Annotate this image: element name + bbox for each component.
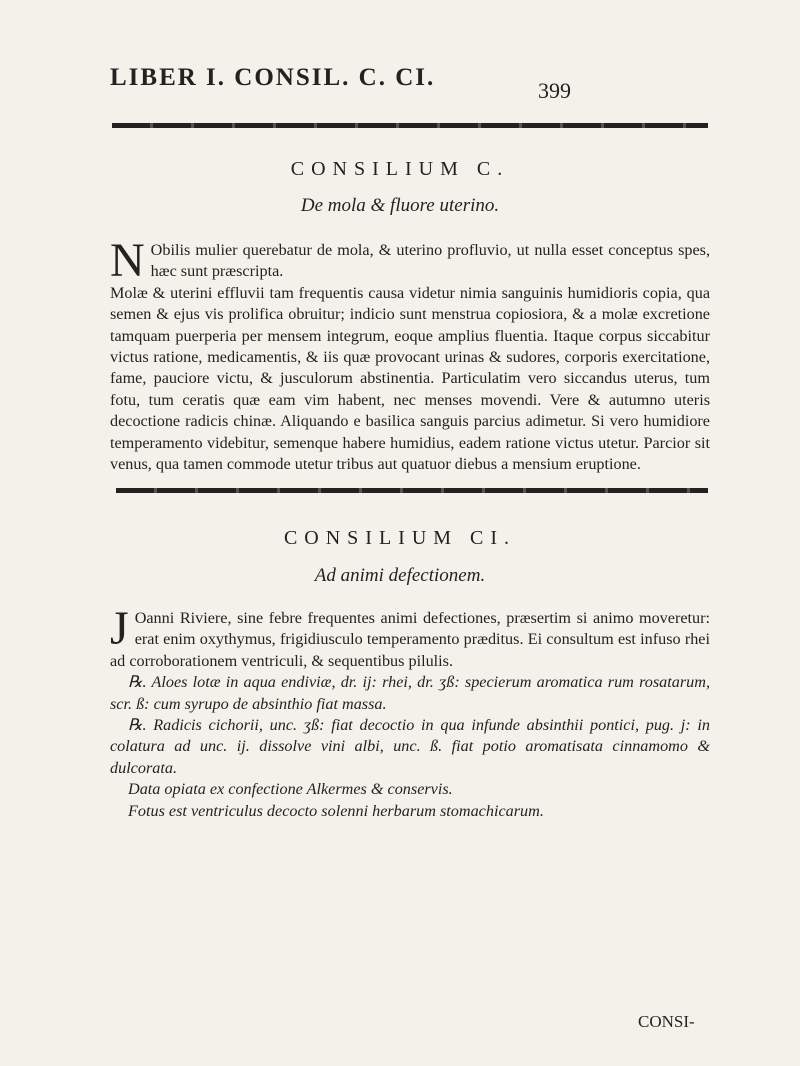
consilium-ci-body (110, 602, 710, 822)
consilium-c-paragraph-2 (110, 283, 710, 476)
consilium-c-body (110, 234, 710, 475)
dropcap-j: J (110, 602, 129, 655)
consilium-c-text-2: Molæ & uterini effluvii tam frequentis causa videtur nimia sanguinis humidioris copia, qua semen & ejus vis prolifica obruitur; indicio sunt menstrua copiosiora, & a molæ excretione tamquam puerperia per mensem integrum, eoque amplius fluentia. Itaque corpus siccabitur victus ratione, medicamentis, & iis quæ provocant urinas & sudores, corporis exercitatione, fame, pauciore victu, & jusculorum abstinentia. Particulatim vero siccandus uterus, tum fotu, tum ceratis quæ eam vim habent, nec menses movendi. Vere & autumno uteris decoctione radicis chinæ. Aliquando e basilica sanguis parcius adimetur. Si vero humidiore temperamento videbitur, semenque habere humidius, eadem ratione victus utetur. Parcior sit venus, qua tamen commode utetur tribus aut quatuor diebus a mensium eruptione. (110, 283, 710, 474)
consilium-c-heading: CONSILIUM C. (290, 158, 510, 180)
ornamental-rule-middle (116, 488, 708, 493)
running-title: LIBER I. CONSIL. C. CI. (110, 64, 436, 91)
prescription-2: ℞. Radicis cichorii, unc. ʒß: fiat decoctio in qua infunde absinthii pontici, pug. j: in colatura ad unc. ij. dissolve vini albi, unc. ß. fiat potio aromatisata cinnamomo & dulcorata. (110, 716, 710, 777)
consilium-ci-paragraph-1 (110, 602, 710, 672)
page-number: 399 (538, 78, 571, 103)
consilium-c-text-1: Obilis mulier querebatur de mola, & uterino profluvio, ut nulla esset conceptus spes, hæc sunt præscripta. (150, 241, 710, 281)
consilium-ci-text-1: Oanni Riviere, sine febre frequentes animi defectiones, præsertim si animo moveretur: erat enim oxythymus, frigidiusculo temperamento præditus. Ei consultum est infuso rhei ad corroborationem ventriculi, & sequentibus pilulis. (110, 609, 710, 670)
catchword: CONSI- (638, 1012, 695, 1031)
consilium-c-paragraph-1 (110, 234, 710, 287)
consilium-ci-subtitle: Ad animi defectionem. (314, 565, 486, 586)
running-head (0, 64, 800, 104)
consilium-ci-heading: CONSILIUM CI. (283, 527, 517, 549)
prescription-1: ℞. Aloes lotæ in aqua endiviæ, dr. ij: rhei, dr. ʒß: specierum aromatica rum rosatarum, scr. ß: cum syrupo de absinthio fiat massa. (110, 673, 710, 713)
prescription-4: Fotus est ventriculus decocto solenni herbarum stomachicarum. (128, 801, 544, 820)
prescription-3: Data opiata ex confectione Alkermes & conservis. (128, 780, 453, 799)
ornamental-rule-top (112, 123, 708, 128)
dropcap-n: N (110, 234, 145, 287)
consilium-c-subtitle: De mola & fluore uterino. (300, 195, 500, 216)
